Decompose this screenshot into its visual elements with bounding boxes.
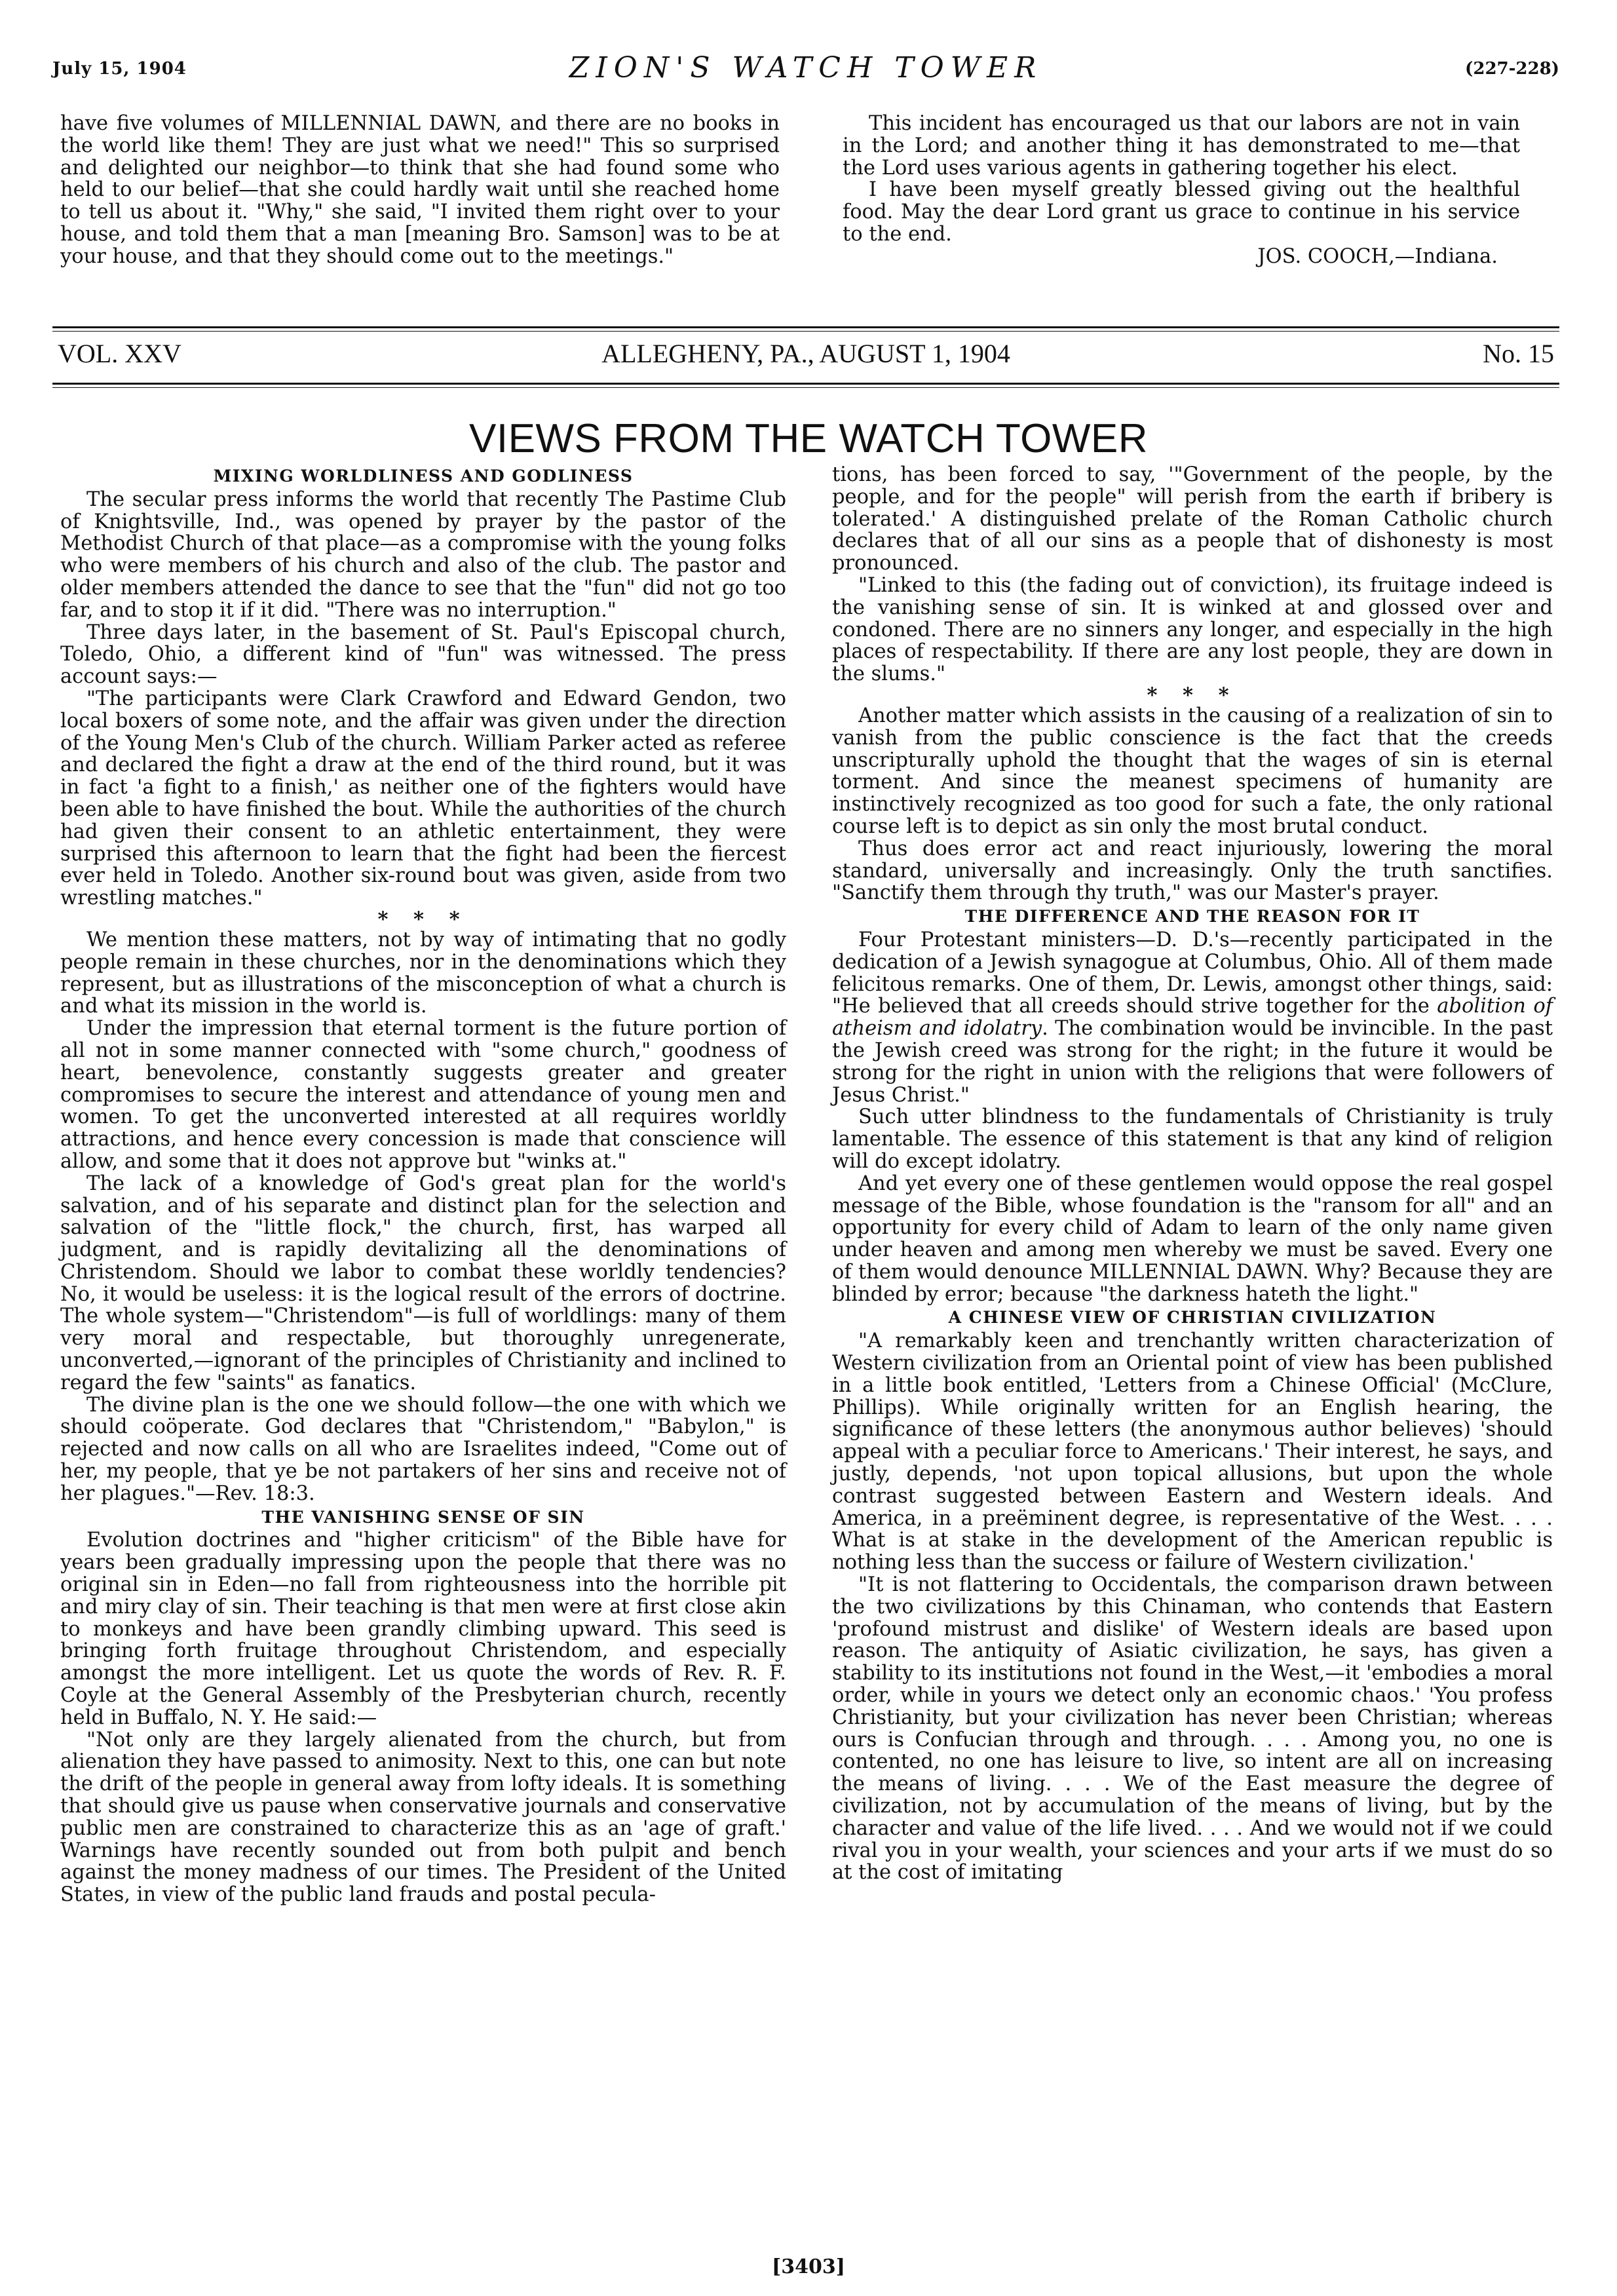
section-heading-sense-of-sin: THE VANISHING SENSE OF SIN <box>261 1507 585 1527</box>
section-break-stars: * * * <box>1147 683 1238 707</box>
right-column <box>832 464 1553 1884</box>
text-run: Four Protestant ministers—D. D.'s—recently participated in the dedication of a Jewish synagogue at Columbus, Ohio. All of them made felicitous remarks. One of them, Dr. Lewis, amongst other things, said: "He believed that all creeds should strive together for the <box>832 928 1553 1018</box>
quoted-paragraph: "A remarkably keen and trenchantly written characterization of Western civilization from an Oriental point of view has been published in a little book entitled, 'Letters from a Chinese Official' (McClure, Phillips). While originally written for an English hearing, the significance of these letters (the anonymous author believes) 'should appeal with a peculiar force to Americans.' Their interest, he says, and justly, depends, 'not upon topical allusions, but upon the whole contrast suggested between Eastern and Western ideals. And America, in a preëminent degree, is representative of the West. . . . What is at stake in the development of the American republic is nothing less than the success or failure of Western civilization.' <box>832 1330 1553 1575</box>
section-heading-worldliness: MIXING WORLDLINESS AND GODLINESS <box>213 467 634 486</box>
page-title: VIEWS FROM THE WATCH TOWER <box>469 416 1148 461</box>
top-right-paragraph-2: I have been myself greatly blessed giving out the healthful food. May the dear Lord grant us grace to continue in his service to the end. <box>843 178 1520 246</box>
paragraph: We mention these matters, not by way of intimating that no godly people remain in these churches, nor in the denominations which they represent, but as illustrations of the misconception of what a church is and what its mission in the world is. <box>60 928 786 1018</box>
paragraph <box>832 929 1553 1106</box>
paragraph: Thus does error act and react injuriously, lowering the moral standard, universally and increasingly. Only the truth sanctifies. "Sanctify them through thy truth," was our Master's prayer. <box>832 837 1553 905</box>
section-heading-difference: THE DIFFERENCE AND THE REASON FOR IT <box>964 907 1420 927</box>
top-right-paragraph-1: This incident has encouraged us that our labors are not in vain in the Lord; and another thing it has demonstrated to me—that the Lord uses various agents in gathering together his elect. <box>843 112 1520 180</box>
running-head-date: July 15, 1904 <box>52 59 187 79</box>
paragraph: Such utter blindness to the fundamentals of Christianity is truly lamentable. The essence of this statement is that any kind of religion will do except idolatry. <box>832 1105 1553 1173</box>
section-heading-chinese-view: A CHINESE VIEW OF CHRISTIAN CIVILIZATION <box>948 1308 1437 1328</box>
page-number: [3403] <box>772 2255 845 2278</box>
issue-line <box>52 334 1559 373</box>
paragraph: Three days later, in the basement of St. Paul's Episcopal church, Toledo, Ohio, a different kind of "fun" was witnessed. The press account says:— <box>60 621 786 689</box>
paragraph: Evolution doctrines and "higher criticism" of the Bible have for years been gradually impressing upon the people that there was no original sin in Eden—no fall from righteousness into the horrible pit and miry clay of sin. Their teaching is that men were at first close akin to monkeys and have been grandly climbing upward. This seed is bringing forth fruitage throughout Christendom, and especially amongst the more intelligent. Let us quote the words of Rev. R. F. Coyle at the General Assembly of the Presbyterian church, recently held in Buffalo, N. Y. He said:— <box>60 1529 786 1729</box>
divider-top <box>52 326 1559 332</box>
paragraph: Another matter which assists in the causing of a realization of sin to vanish from the public conscience is the fact that the creeds unscripturally uphold the thought that the wages of sin is eternal torment. And since the meanest specimens of humanity are instinctively recognized as too good for such a fate, the only rational course left is to depict as sin only the most brutal conduct. <box>832 704 1553 838</box>
paragraph: The divine plan is the one we should follow—the one with which we should coöperate. God declares that "Christendom," "Babylon," is rejected and now calls on all who are Israelites indeed, "Come out of her, my people, that ye be not partakers of her sins and receive not of her plagues."—Rev. 18:3. <box>60 1393 786 1505</box>
paragraph: The lack of a knowledge of God's great plan for the world's salvation, and of his separate and distinct plan for the selection and salvation of the "little flock," the church, first, has warped all judgment, and is rapidly devitalizing all the denominations of Christendom. Should we labor to combat these worldly tendencies? No, it would be useless: it is the logical result of the errors of doctrine. The whole system—"Christendom"—is full of worldlings: many of them very moral and respectable, but thoroughly unregenerate, unconverted,—ignorant of the principles of Christianity and inclined to regard the few "saints" as fanatics. <box>60 1172 786 1394</box>
quoted-paragraph: "Linked to this (the fading out of conviction), its fruitage indeed is the vanishing sense of sin. It is winked at and glossed over and condoned. There are no sinners any longer, and especially in the high places of respectability. If there are any lost people, they are down in the slums." <box>832 573 1553 686</box>
paragraph: tions, has been forced to say, '"Government of the people, by the people, and for the people" will perish from the earth if bribery is tolerated.' A distinguished prelate of the Roman Catholic church declares that of all our sins as a people that of dishonesty is most pronounced. <box>832 463 1553 575</box>
issue-volume: VOL. XXV <box>58 339 181 368</box>
top-left-column <box>60 113 780 268</box>
issue-place-date: ALLEGHENY, PA., AUGUST 1, 1904 <box>601 339 1010 368</box>
left-column <box>60 464 786 1906</box>
quoted-paragraph: "Not only are they largely alienated from the church, but from alienation they have passed to animosity. Next to this, one can but note the drift of the people in general away from lofty ideals. It is something that should give us pause when conservative journals and conservative public men are constrained to characterize this as an 'age of graft.' Warnings have recently sounded out from both pulpit and bench against the money madness of our times. The President of the United States, in view of the public land frauds and postal pecula- <box>60 1728 786 1907</box>
italic-phrase: abolition of atheism and idolatry <box>832 995 1553 1041</box>
paragraph: Under the impression that eternal torment is the future portion of all not in some manner connected with "some church," goodness of heart, benevolence, constantly suggests greater and greater compromises to secure the interest and attendance of young men and women. To get the unconverted interested at all requires worldly attractions, and hence every concession is made that conscience will allow, and some that it does not approve but "winks at." <box>60 1017 786 1173</box>
running-head-title: ZION'S WATCH TOWER <box>569 51 1043 85</box>
text-run: . The combination would be invincible. In the past the Jewish creed was strong for the right; in the future it would be strong for the right in union with the religions that were followers of Jesus Christ." <box>832 1017 1553 1107</box>
letter-signature: JOS. COOCH,—Indiana. <box>1257 244 1498 268</box>
quoted-paragraph: "It is not flattering to Occidentals, the comparison drawn between the two civilizations by this Chinaman, who contends that Eastern 'profound mistrust and dislike' of Western ideals are based upon reason. The antiquity of Asiatic civilization, he says, has given a stability to its institutions not found in the West,—it 'embodies a moral order, while in yours we detect only an economic chaos.' 'You profess Christianity, but your civilization has never been Christian; whereas ours is Confucian through and through. . . . Among you, no one is contented, no one has leisure to live, so intent are all on increasing the means of living. . . . We of the East measure the degree of civilization, not by accumulation of the means of living, but by the character and value of the life lived. . . . And we would not if we could rival you in your wealth, your sciences and your arts if we must do so at the cost of imitating <box>832 1573 1553 1885</box>
running-head <box>52 51 1559 90</box>
top-left-paragraph: have five volumes of MILLENNIAL DAWN, and there are no books in the world like them! They are just what we need!" This so surprised and delighted our neighbor—to think that she had found some who held to our belief—that she could hardly wait until she reached home to tell us about it. "Why," she said, "I invited them right over to your house, and told them that a man [meaning Bro. Samson] was to be at your house, and that they should come out to the meetings." <box>60 112 780 268</box>
divider-bottom <box>52 383 1559 388</box>
running-head-pages: (227-228) <box>1465 59 1559 79</box>
section-break-stars: * * * <box>377 907 469 931</box>
paragraph: And yet every one of these gentlemen would oppose the real gospel message of the Bible, whose foundation is the "ransom for all" and an opportunity for every child of Adam to learn of the only name given under heaven and among men whereby we must be saved. Every one of them would denounce MILLENNIAL DAWN. Why? Because they are blinded by error; because "the darkness hateth the light." <box>832 1172 1553 1306</box>
issue-number: No. 15 <box>1483 339 1554 368</box>
top-right-column <box>843 113 1520 268</box>
paragraph: The secular press informs the world that recently The Pastime Club of Knightsville, Ind., was opened by prayer by the pastor of the Methodist Church of that place—as a compromise with the young folks who were members of his church and also of the club. The pastor and older members attended the dance to see that the "fun" did not go too far, and to stop it if it did. "There was no interruption." <box>60 488 786 622</box>
quoted-paragraph: "The participants were Clark Crawford and Edward Gendon, two local boxers of some note, and the affair was given under the direction of the Young Men's Club of the church. William Parker acted as referee and declared the fight a draw at the end of the third round, but it was in fact 'a fight to a finish,' as neither one of the fighters would have been able to have finished the bout. While the authorities of the church had given their consent to an athletic entertainment, they were surprised this afternoon to learn that the fight had been the fiercest ever held in Toledo. Another six-round bout was given, aside from two wrestling matches." <box>60 687 786 910</box>
